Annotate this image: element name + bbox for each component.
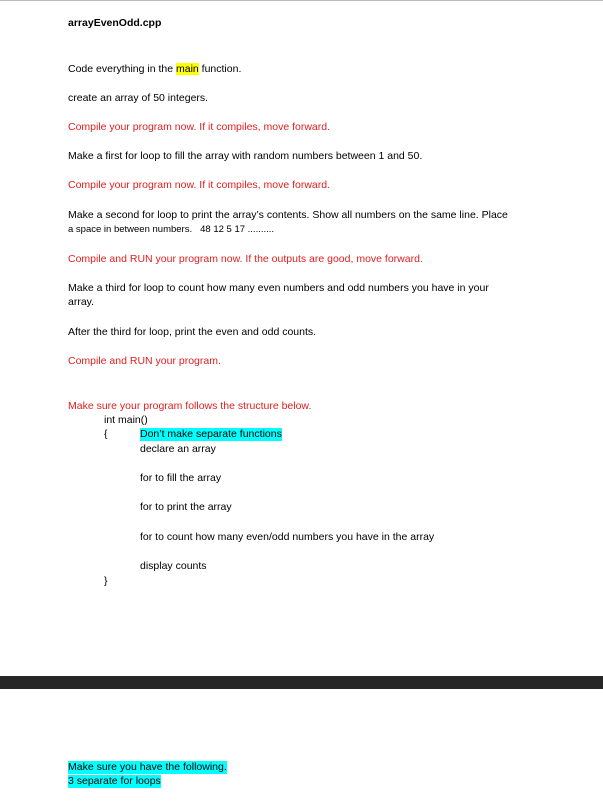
step-print-array-line2	[68, 223, 274, 236]
page-top-border	[0, 0, 603, 1]
print-example-output: 48 12 5 17 ..........	[200, 224, 275, 235]
page-separator	[0, 676, 603, 689]
code-declare-array: declare an array	[140, 443, 216, 455]
intro-text-before: Code everything in the	[68, 63, 176, 75]
compile-instruction-2: Compile your program now. If it compiles, move forward.	[68, 179, 331, 191]
code-close-brace: }	[104, 575, 108, 587]
code-display-counts: display counts	[140, 560, 207, 572]
code-note-no-functions: Don’t make separate functions	[140, 428, 282, 440]
step-display-counts: After the third for loop, print the even and odd counts.	[68, 326, 317, 338]
intro-instruction	[68, 63, 241, 76]
document-title: arrayEvenOdd.cpp	[68, 17, 162, 29]
compile-instruction-1: Compile your program now. If it compiles, move forward.	[68, 121, 331, 133]
step-count-line1: Make a third for loop to count how many even numbers and odd numbers you have in your	[68, 282, 489, 294]
main-highlight: main	[175, 63, 199, 75]
step-create-array: create an array of 50 integers.	[68, 92, 209, 104]
checklist-item-for-loops: 3 separate for loops	[68, 775, 161, 787]
compile-run-instruction-1: Compile and RUN your program now. If the outputs are good, move forward.	[68, 253, 423, 265]
code-fill-loop: for to fill the array	[140, 472, 222, 484]
code-count-loop: for to count how many even/odd numbers you have in the array	[140, 531, 435, 543]
step-print-array-line1: Make a second for loop to print the array’s contents. Show all numbers on the same line. Place	[68, 209, 508, 221]
intro-text-after: function.	[198, 63, 242, 75]
step-print-array-text: a space in between numbers.	[68, 224, 193, 235]
structure-heading: Make sure your program follows the structure below.	[68, 400, 312, 412]
step-fill-array: Make a first for loop to fill the array with random numbers between 1 and 50.	[68, 150, 423, 162]
checklist-heading: Make sure you have the following.	[68, 761, 227, 773]
code-open-brace: {	[104, 428, 108, 440]
next-page	[0, 689, 603, 804]
code-print-loop: for to print the array	[140, 501, 232, 513]
compile-run-instruction-2: Compile and RUN your program.	[68, 355, 221, 367]
step-count-line2: array.	[68, 296, 95, 308]
code-main-signature: int main()	[104, 414, 148, 426]
